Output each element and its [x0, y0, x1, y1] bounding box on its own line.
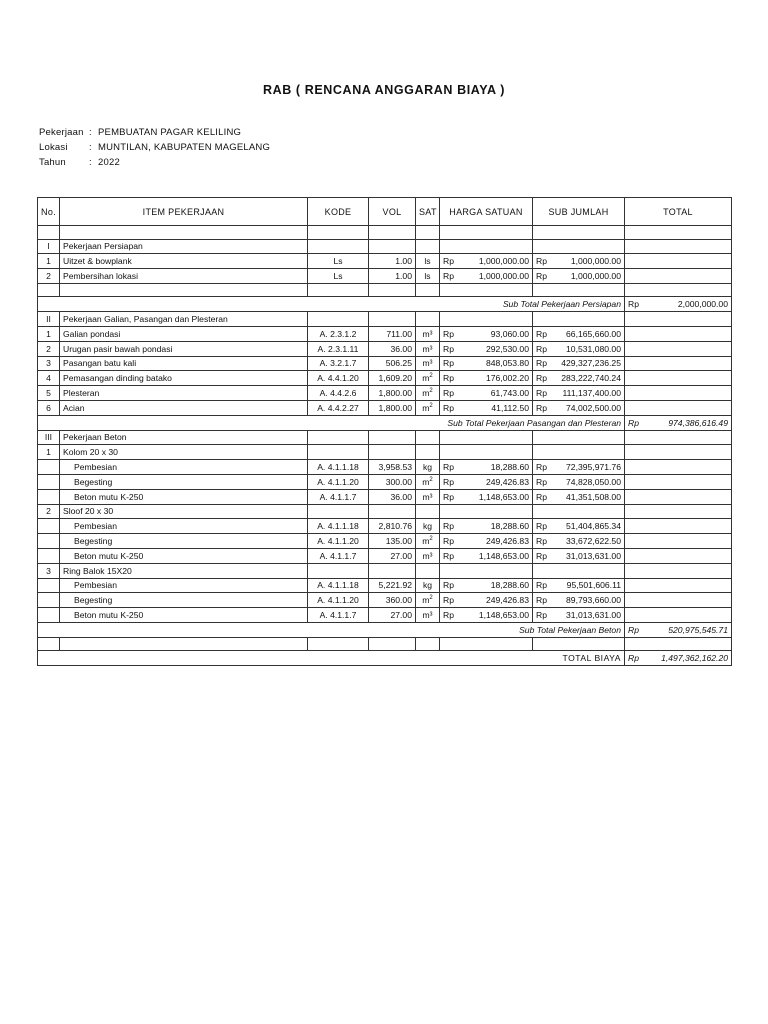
empty-cell — [533, 637, 625, 651]
empty-cell — [369, 430, 416, 445]
subtotal-label: Sub Total Pekerjaan Pasangan dan Plesteran — [38, 415, 625, 430]
empty-cell — [440, 445, 533, 460]
empty-cell — [440, 226, 533, 240]
empty-cell — [625, 283, 732, 297]
empty-cell — [38, 283, 60, 297]
cell-item: Uitzet & bowplank — [60, 254, 308, 269]
cell-kode: A. 4.1.1.20 — [308, 534, 369, 549]
empty-cell — [369, 239, 416, 254]
cell-no: 2 — [38, 269, 60, 284]
cell-item: Beton mutu K-250 — [60, 489, 308, 504]
empty-cell — [625, 226, 732, 240]
cell-item: Begesting — [60, 534, 308, 549]
cell-sat: kg — [416, 519, 440, 534]
empty-cell — [308, 283, 369, 297]
cell-jumlah: Rp 31,013,631.00 — [533, 608, 625, 623]
empty-cell — [60, 226, 308, 240]
rab-table — [37, 197, 732, 666]
empty-cell — [533, 563, 625, 578]
cell-kode: A. 4.1.1.7 — [308, 608, 369, 623]
cell-kode: A. 4.4.1.20 — [308, 371, 369, 386]
cell-vol: 1.00 — [369, 254, 416, 269]
table-row — [38, 269, 732, 284]
empty-cell — [308, 504, 369, 519]
section-row — [38, 563, 732, 578]
empty-cell — [440, 312, 533, 327]
cell-item: Urugan pasir bawah pondasi — [60, 341, 308, 356]
header-vol: VOL — [369, 198, 416, 226]
empty-cell — [60, 283, 308, 297]
meta-value: PEMBUATAN PAGAR KELILING — [98, 127, 242, 138]
cell-total — [625, 519, 732, 534]
cell-no — [38, 593, 60, 608]
empty-cell — [416, 637, 440, 651]
cell-jumlah: Rp 1,000,000.00 — [533, 254, 625, 269]
empty-cell — [416, 239, 440, 254]
cell-harga: Rp 1,000,000.00 — [440, 254, 533, 269]
empty-cell — [440, 239, 533, 254]
cell-kode: A. 4.1.1.20 — [308, 474, 369, 489]
cell-item: Pemasangan dinding batako — [60, 371, 308, 386]
cell-kode: A. 4.1.1.7 — [308, 489, 369, 504]
table-row — [38, 578, 732, 593]
cell-no: 2 — [38, 341, 60, 356]
cell-vol: 1,609.20 — [369, 371, 416, 386]
cell-jumlah: Rp 95,501,606.11 — [533, 578, 625, 593]
empty-cell — [369, 312, 416, 327]
cell-harga: Rp 41,112.50 — [440, 400, 533, 415]
cell-total — [625, 460, 732, 475]
cell-item: Beton mutu K-250 — [60, 548, 308, 563]
table-row — [38, 489, 732, 504]
subtotal-value: Rp 974,386,616.49 — [625, 415, 732, 430]
cell-sat: $m^2$ — [416, 593, 440, 608]
empty-cell — [625, 239, 732, 254]
cell-harga: Rp 93,060.00 — [440, 326, 533, 341]
cell-jumlah: Rp 72,395,971.76 — [533, 460, 625, 475]
cell-sat: $m^2$ — [416, 371, 440, 386]
cell-vol: 300.00 — [369, 474, 416, 489]
cell-harga: Rp 1,148,653.00 — [440, 608, 533, 623]
empty-cell — [533, 283, 625, 297]
empty-cell — [625, 312, 732, 327]
cell-no — [38, 489, 60, 504]
header-harga: HARGA SATUAN — [440, 198, 533, 226]
meta-label: Lokasi — [39, 142, 68, 153]
empty-cell — [416, 563, 440, 578]
cell-total — [625, 534, 732, 549]
cell-kode: Ls — [308, 254, 369, 269]
cell-jumlah: Rp 51,404,865.34 — [533, 519, 625, 534]
cell-harga: Rp 18,288.60 — [440, 578, 533, 593]
subtotal-row — [38, 415, 732, 430]
table-header-row — [38, 198, 732, 226]
header-total: TOTAL — [625, 198, 732, 226]
cell-vol: 27.00 — [369, 608, 416, 623]
cell-sat: m³ — [416, 489, 440, 504]
empty-cell — [625, 445, 732, 460]
cell-sat: m³ — [416, 608, 440, 623]
section-name: Pekerjaan Galian, Pasangan dan Plesteran — [60, 312, 308, 327]
empty-cell — [440, 283, 533, 297]
empty-cell — [308, 226, 369, 240]
cell-sat: kg — [416, 460, 440, 475]
cell-no — [38, 548, 60, 563]
cell-sat: m³ — [416, 326, 440, 341]
cell-item: Galian pondasi — [60, 326, 308, 341]
cell-vol: 1.00 — [369, 269, 416, 284]
cell-no: 3 — [38, 563, 60, 578]
blank-row — [38, 283, 732, 297]
section-name: Sloof 20 x 30 — [60, 504, 308, 519]
table-row — [38, 593, 732, 608]
cell-vol: 711.00 — [369, 326, 416, 341]
empty-cell — [369, 445, 416, 460]
table-row — [38, 326, 732, 341]
header-jumlah: SUB JUMLAH — [533, 198, 625, 226]
empty-cell — [416, 504, 440, 519]
section-row — [38, 430, 732, 445]
cell-item: Plesteran — [60, 386, 308, 401]
table-row — [38, 254, 732, 269]
cell-item: Pembersihan lokasi — [60, 269, 308, 284]
section-name: Pekerjaan Persiapan — [60, 239, 308, 254]
table-row — [38, 519, 732, 534]
cell-item: Pasangan batu kali — [60, 356, 308, 371]
cell-sat: $m^2$ — [416, 400, 440, 415]
cell-total — [625, 608, 732, 623]
empty-cell — [416, 312, 440, 327]
header-item: ITEM PEKERJAAN — [60, 198, 308, 226]
subtotal-label: Sub Total Pekerjaan Beton — [38, 622, 625, 637]
cell-total — [625, 371, 732, 386]
table-row — [38, 386, 732, 401]
cell-harga: Rp 61,743.00 — [440, 386, 533, 401]
cell-jumlah: Rp 1,000,000.00 — [533, 269, 625, 284]
cell-no: III — [38, 430, 60, 445]
cell-no: 1 — [38, 326, 60, 341]
rab-table-body — [38, 198, 732, 666]
section-name: Kolom 20 x 30 — [60, 445, 308, 460]
empty-cell — [440, 430, 533, 445]
cell-no: 1 — [38, 445, 60, 460]
cell-jumlah: Rp 283,222,740.24 — [533, 371, 625, 386]
cell-no: 5 — [38, 386, 60, 401]
cell-jumlah: Rp 10,531,080.00 — [533, 341, 625, 356]
cell-total — [625, 386, 732, 401]
meta-value: MUNTILAN, KABUPATEN MAGELANG — [98, 142, 271, 153]
cell-jumlah: Rp 66,165,660.00 — [533, 326, 625, 341]
subtotal-row — [38, 622, 732, 637]
cell-sat: $m^2$ — [416, 534, 440, 549]
blank-row — [38, 226, 732, 240]
cell-kode: A. 2.3.1.11 — [308, 341, 369, 356]
empty-cell — [308, 445, 369, 460]
cell-no — [38, 578, 60, 593]
cell-item: Beton mutu K-250 — [60, 608, 308, 623]
header-no: No. — [38, 198, 60, 226]
header-kode: KODE — [308, 198, 369, 226]
empty-cell — [416, 430, 440, 445]
empty-cell — [533, 312, 625, 327]
cell-no: 2 — [38, 504, 60, 519]
empty-cell — [308, 637, 369, 651]
cell-total — [625, 326, 732, 341]
cell-harga: Rp 1,148,653.00 — [440, 489, 533, 504]
cell-jumlah: Rp 41,351,508.00 — [533, 489, 625, 504]
cell-kode: A. 4.4.2.27 — [308, 400, 369, 415]
cell-jumlah: Rp 429,327,236.25 — [533, 356, 625, 371]
cell-vol: 3,958.53 — [369, 460, 416, 475]
empty-cell — [533, 430, 625, 445]
cell-no: I — [38, 239, 60, 254]
meta-label: Tahun — [39, 157, 66, 168]
cell-item: Pembesian — [60, 460, 308, 475]
cell-sat: m³ — [416, 548, 440, 563]
table-row — [38, 356, 732, 371]
cell-sat: ls — [416, 269, 440, 284]
cell-jumlah: Rp 111,137,400.00 — [533, 386, 625, 401]
meta-value: 2022 — [98, 157, 120, 168]
cell-total — [625, 593, 732, 608]
cell-no: 1 — [38, 254, 60, 269]
cell-jumlah: Rp 89,793,660.00 — [533, 593, 625, 608]
cell-sat: $m^2$ — [416, 386, 440, 401]
empty-cell — [440, 504, 533, 519]
empty-cell — [416, 226, 440, 240]
cell-harga: Rp 18,288.60 — [440, 519, 533, 534]
cell-vol: 1,800.00 — [369, 400, 416, 415]
cell-total — [625, 474, 732, 489]
total-label: TOTAL BIAYA — [38, 651, 625, 666]
section-row — [38, 445, 732, 460]
empty-cell — [625, 563, 732, 578]
empty-cell — [440, 563, 533, 578]
cell-total — [625, 489, 732, 504]
cell-sat: kg — [416, 578, 440, 593]
cell-no: 4 — [38, 371, 60, 386]
cell-jumlah: Rp 74,828,050.00 — [533, 474, 625, 489]
cell-no — [38, 474, 60, 489]
table-row — [38, 400, 732, 415]
cell-harga: Rp 1,000,000.00 — [440, 269, 533, 284]
empty-cell — [308, 239, 369, 254]
cell-total — [625, 400, 732, 415]
cell-no: 6 — [38, 400, 60, 415]
cell-jumlah: Rp 31,013,631.00 — [533, 548, 625, 563]
empty-cell — [369, 504, 416, 519]
blank-row — [38, 637, 732, 651]
cell-vol: 1,800.00 — [369, 386, 416, 401]
cell-vol: 5,221.92 — [369, 578, 416, 593]
cell-sat: ls — [416, 254, 440, 269]
empty-cell — [533, 504, 625, 519]
cell-kode: A. 4.1.1.18 — [308, 578, 369, 593]
cell-vol: 360.00 — [369, 593, 416, 608]
cell-vol: 36.00 — [369, 341, 416, 356]
cell-sat: m³ — [416, 356, 440, 371]
cell-no — [38, 460, 60, 475]
total-row — [38, 651, 732, 666]
empty-cell — [38, 226, 60, 240]
cell-vol: 135.00 — [369, 534, 416, 549]
empty-cell — [533, 226, 625, 240]
cell-item: Pembesian — [60, 578, 308, 593]
cell-total — [625, 254, 732, 269]
empty-cell — [416, 283, 440, 297]
cell-total — [625, 269, 732, 284]
empty-cell — [308, 563, 369, 578]
table-row — [38, 608, 732, 623]
cell-kode: A. 4.1.1.18 — [308, 460, 369, 475]
cell-vol: 36.00 — [369, 489, 416, 504]
subtotal-row — [38, 297, 732, 312]
empty-cell — [308, 312, 369, 327]
cell-kode: A. 4.1.1.7 — [308, 548, 369, 563]
empty-cell — [625, 430, 732, 445]
cell-no — [38, 534, 60, 549]
cell-kode: Ls — [308, 269, 369, 284]
meta-lokasi: Lokasi : MUNTILAN, KABUPATEN MAGELANG — [39, 142, 271, 153]
header-sat: SAT — [416, 198, 440, 226]
cell-item: Pembesian — [60, 519, 308, 534]
cell-harga: Rp 18,288.60 — [440, 460, 533, 475]
empty-cell — [416, 445, 440, 460]
cell-total — [625, 578, 732, 593]
cell-harga: Rp 176,002.20 — [440, 371, 533, 386]
cell-jumlah: Rp 33,672,622.50 — [533, 534, 625, 549]
cell-item: Begesting — [60, 593, 308, 608]
cell-harga: Rp 1,148,653.00 — [440, 548, 533, 563]
empty-cell — [369, 283, 416, 297]
table-row — [38, 474, 732, 489]
cell-no — [38, 519, 60, 534]
empty-cell — [625, 637, 732, 651]
section-row — [38, 312, 732, 327]
cell-kode: A. 4.4.2.6 — [308, 386, 369, 401]
cell-kode: A. 2.3.1.2 — [308, 326, 369, 341]
cell-no — [38, 608, 60, 623]
section-row — [38, 504, 732, 519]
empty-cell — [369, 226, 416, 240]
empty-cell — [38, 637, 60, 651]
cell-harga: Rp 249,426.83 — [440, 593, 533, 608]
cell-vol: 27.00 — [369, 548, 416, 563]
empty-cell — [440, 637, 533, 651]
table-row — [38, 460, 732, 475]
empty-cell — [308, 430, 369, 445]
empty-cell — [625, 504, 732, 519]
section-name: Ring Balok 15X20 — [60, 563, 308, 578]
empty-cell — [60, 637, 308, 651]
cell-vol: 506.25 — [369, 356, 416, 371]
cell-total — [625, 548, 732, 563]
cell-item: Acian — [60, 400, 308, 415]
table-row — [38, 534, 732, 549]
subtotal-label: Sub Total Pekerjaan Persiapan — [38, 297, 625, 312]
cell-kode: A. 3.2.1.7 — [308, 356, 369, 371]
cell-harga: Rp 848,053.80 — [440, 356, 533, 371]
subtotal-value: Rp 520,975,545.71 — [625, 622, 732, 637]
cell-vol: 2,810.76 — [369, 519, 416, 534]
meta-label: Pekerjaan — [39, 127, 84, 138]
empty-cell — [369, 563, 416, 578]
cell-harga: Rp 249,426.83 — [440, 534, 533, 549]
total-value: Rp 1,497,362,162.20 — [625, 651, 732, 666]
table-row — [38, 371, 732, 386]
table-row — [38, 341, 732, 356]
cell-total — [625, 356, 732, 371]
cell-kode: A. 4.1.1.18 — [308, 519, 369, 534]
subtotal-value: Rp 2,000,000.00 — [625, 297, 732, 312]
empty-cell — [533, 239, 625, 254]
meta-tahun: Tahun : 2022 — [39, 157, 120, 168]
document-title: RAB ( RENCANA ANGGARAN BIAYA ) — [262, 83, 506, 97]
section-name: Pekerjaan Beton — [60, 430, 308, 445]
cell-no: 3 — [38, 356, 60, 371]
cell-sat: $m^2$ — [416, 474, 440, 489]
section-row — [38, 239, 732, 254]
cell-total — [625, 341, 732, 356]
empty-cell — [369, 637, 416, 651]
cell-sat: m³ — [416, 341, 440, 356]
cell-harga: Rp 292,530.00 — [440, 341, 533, 356]
cell-jumlah: Rp 74,002,500.00 — [533, 400, 625, 415]
empty-cell — [533, 445, 625, 460]
table-row — [38, 548, 732, 563]
cell-no: II — [38, 312, 60, 327]
cell-item: Begesting — [60, 474, 308, 489]
cell-harga: Rp 249,426.83 — [440, 474, 533, 489]
meta-pekerjaan: Pekerjaan : PEMBUATAN PAGAR KELILING — [39, 127, 242, 138]
cell-kode: A. 4.1.1.20 — [308, 593, 369, 608]
